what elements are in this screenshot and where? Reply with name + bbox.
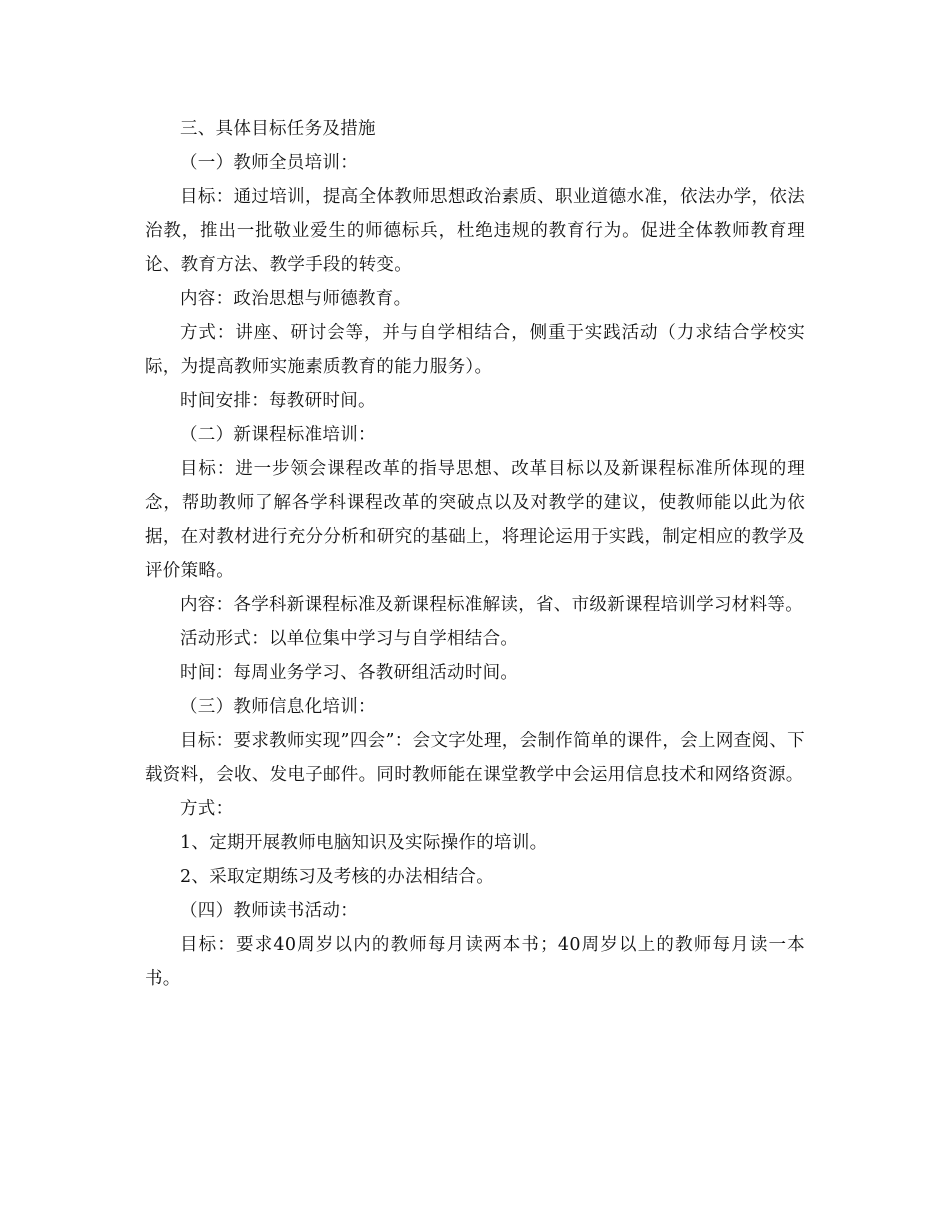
part-1-content: 内容：政治思想与师德教育。 [180, 289, 412, 309]
part-2-content: 内容：各学科新课程标准及新课程标准解读，省、市级新课程培训学习材料等。 [180, 595, 803, 615]
part-2-goal: 目标：进一步领会课程改革的指导思想、改革目标以及新课程标准所体现的理念，帮助教师了解各学科课程改革的突破点以及对教学的建议，使教师能以此为依据，在对教材进行充分分析和研究的基础上，将理论运用于实践，制定相应的教学及评价策略。 [145, 459, 805, 581]
part-2-title: （二）新课程标准培训： [180, 425, 376, 445]
section-heading: 三、具体目标任务及措施 [180, 119, 376, 139]
part-1-method: 方式：讲座、研讨会等，并与自学相结合，侧重于实践活动（力求结合学校实际，为提高教师实施素质教育的能力服务）。 [145, 323, 805, 377]
part-3-goal: 目标：要求教师实现”四会”：会文字处理，会制作简单的课件，会上网查阅、下载资料，会收、发电子邮件。同时教师能在课堂教学中会运用信息技术和网络资源。 [145, 731, 805, 785]
part-1-title: （一）教师全员培训： [180, 153, 358, 173]
part-4-title: （四）教师读书活动： [180, 901, 358, 921]
part-3-list-item-1: 1、定期开展教师电脑知识及实际操作的培训。 [180, 833, 548, 853]
part-3-title: （三）教师信息化培训： [180, 697, 376, 717]
part-2-format: 活动形式：以单位集中学习与自学相结合。 [180, 629, 519, 649]
part-3-list-item-2: 2、采取定期练习及考核的办法相结合。 [180, 867, 495, 887]
part-1-schedule: 时间安排：每教研时间。 [180, 391, 376, 411]
part-2-time: 时间：每周业务学习、各教研组活动时间。 [180, 663, 519, 683]
part-1-goal: 目标：通过培训，提高全体教师思想政治素质、职业道德水准，依法办学，依法治教，推出一批敬业爱生的师德标兵，杜绝违规的教育行为。促进全体教师教育理论、教育方法、教学手段的转变。 [145, 187, 805, 275]
document-body [145, 112, 805, 996]
part-3-method-label: 方式： [180, 799, 234, 819]
part-4-goal: 目标：要求40周岁以内的教师每月读两本书；40周岁以上的教师每月读一本书。 [145, 935, 805, 989]
